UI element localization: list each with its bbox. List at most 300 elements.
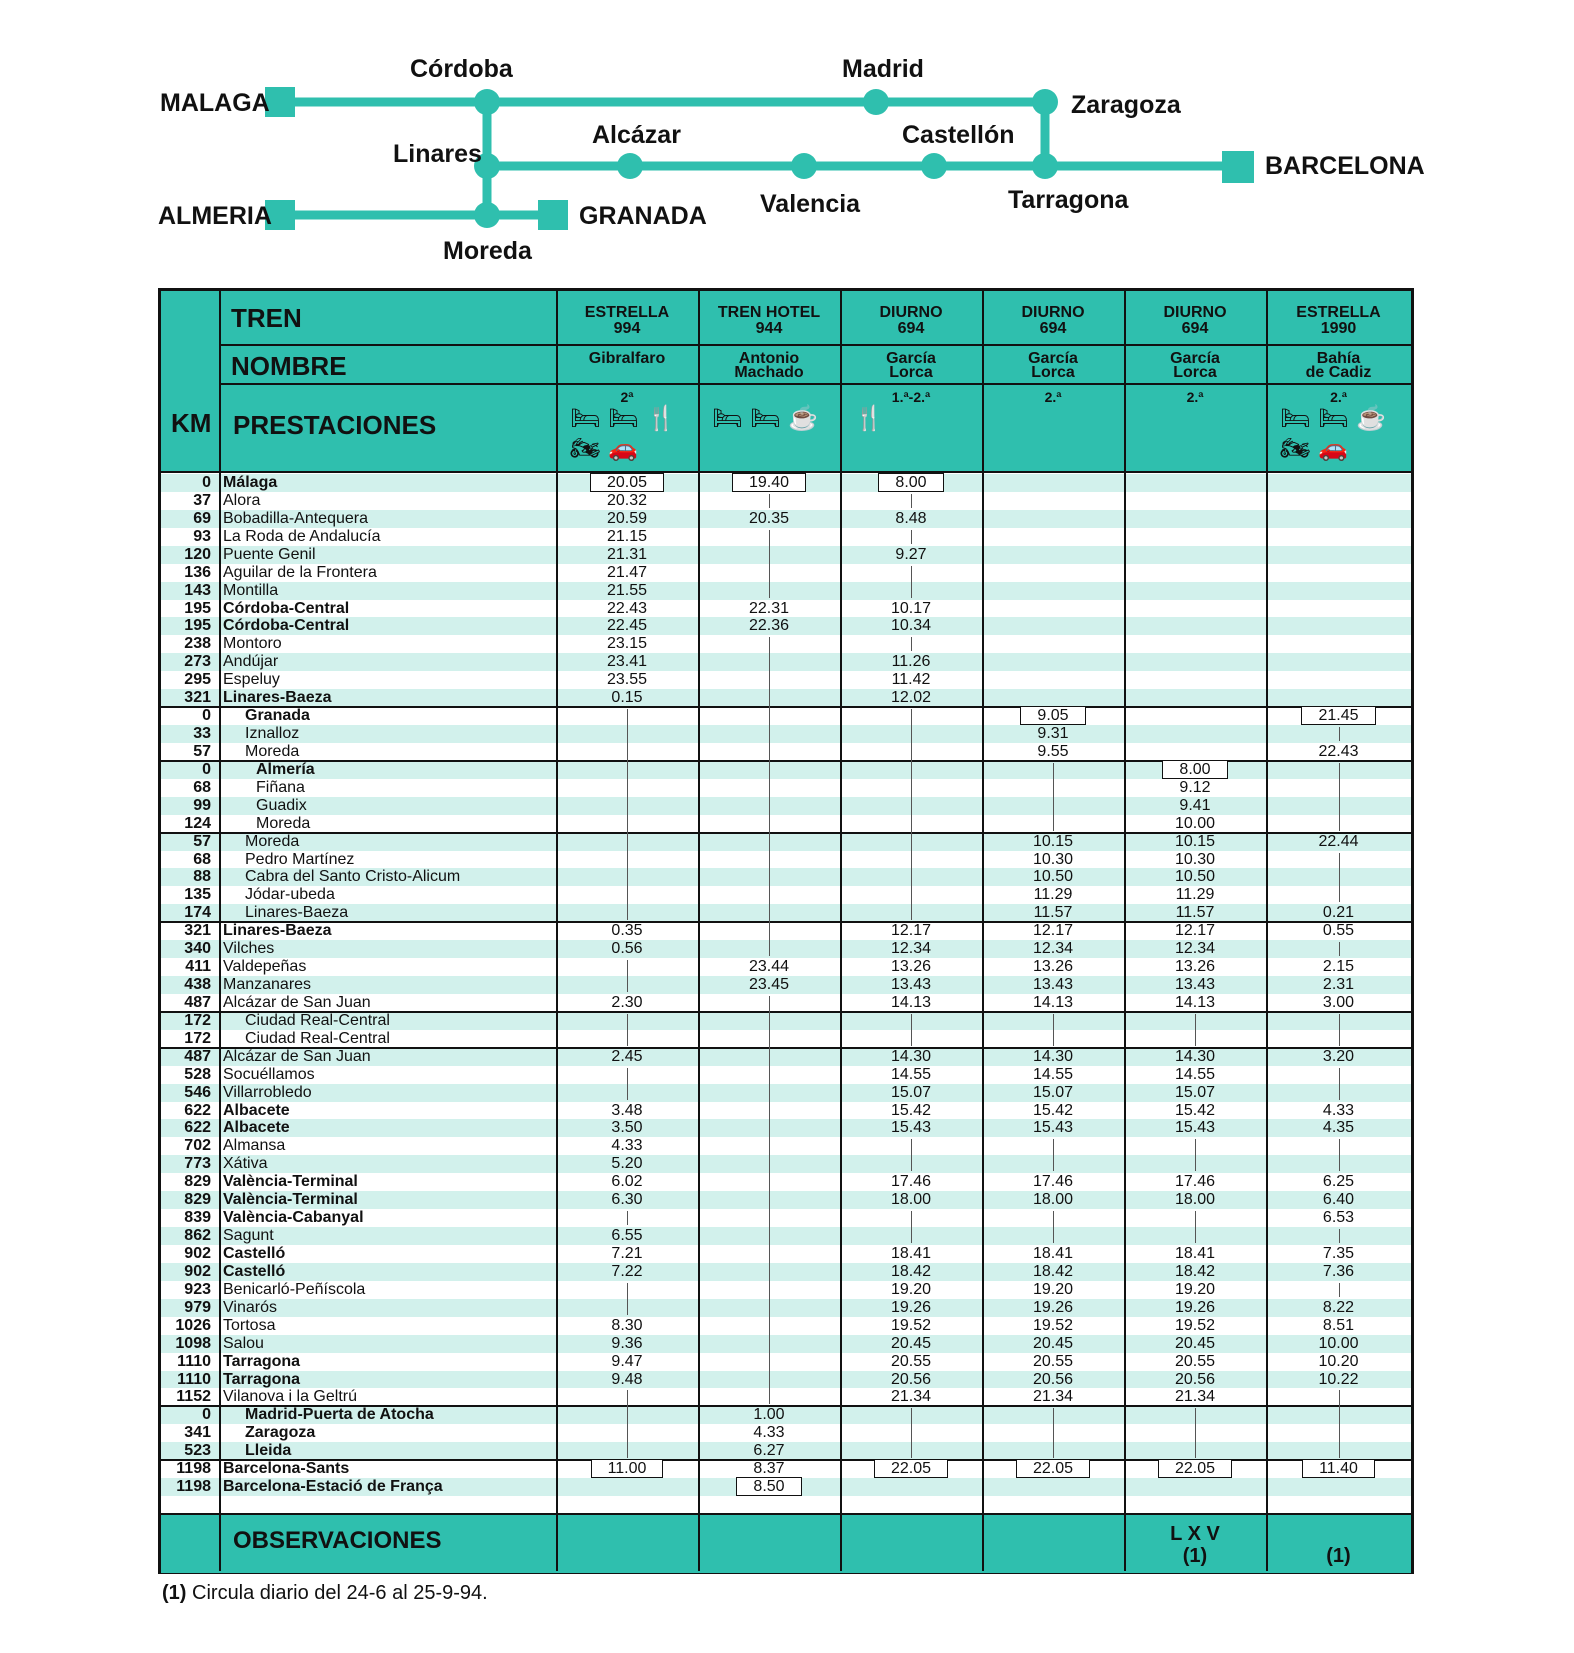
km-value: 829 bbox=[184, 1191, 211, 1209]
time-cell: 8.48 bbox=[895, 509, 927, 527]
table-row bbox=[161, 1012, 1411, 1030]
table-row bbox=[161, 994, 1411, 1012]
table-row bbox=[161, 1030, 1411, 1048]
time-cell: 11.57 bbox=[1175, 904, 1215, 922]
table-row bbox=[161, 546, 1411, 564]
table-row bbox=[161, 1335, 1411, 1353]
pass-through-line bbox=[769, 637, 770, 956]
km-value: 174 bbox=[184, 904, 211, 922]
couchette-icon: 🛏 bbox=[608, 405, 639, 432]
time-cell: 14.30 bbox=[1174, 1047, 1216, 1065]
motorbike-icon: 🏍 bbox=[1280, 435, 1311, 462]
time-cell: 8.30 bbox=[611, 1316, 643, 1334]
table-row bbox=[161, 1460, 1411, 1478]
time-cell: 10.50 bbox=[1032, 868, 1074, 886]
table-row bbox=[161, 1102, 1411, 1120]
bed-icon: 🛏 bbox=[712, 405, 743, 432]
time-cell: 19.26 bbox=[1032, 1298, 1074, 1316]
pass-through-line bbox=[911, 1408, 912, 1458]
table-row bbox=[161, 976, 1411, 994]
time-cell: 22.43 bbox=[1318, 742, 1359, 760]
table-row bbox=[161, 725, 1411, 743]
time-cell: 9.27 bbox=[895, 545, 927, 563]
table-row bbox=[161, 922, 1411, 940]
time-cell: 0.55 bbox=[1322, 922, 1355, 940]
table-row bbox=[161, 671, 1411, 689]
table-row bbox=[161, 815, 1411, 833]
time-cell: 10.30 bbox=[1032, 850, 1074, 868]
station-name: Bobadilla-Antequera bbox=[223, 509, 368, 527]
train-class: 2.ª bbox=[1044, 389, 1062, 405]
station-name: Tortosa bbox=[223, 1316, 276, 1334]
station-name: Ciudad Real-Central bbox=[245, 1011, 390, 1029]
station-name: Alora bbox=[223, 491, 261, 509]
time-cell: 12.34 bbox=[1174, 940, 1216, 958]
train-name: García bbox=[1028, 350, 1078, 367]
time-cell: 7.22 bbox=[611, 1262, 643, 1280]
pass-through-line bbox=[627, 1283, 628, 1315]
terminal-barcelona bbox=[1222, 151, 1254, 183]
time-cell: 3.50 bbox=[611, 1119, 643, 1137]
pass-through-line bbox=[1195, 1408, 1196, 1458]
time-cell: 23.44 bbox=[748, 958, 790, 976]
time-cell bbox=[1124, 1460, 1266, 1478]
time-cell: 12.17 bbox=[890, 922, 932, 940]
km-value: 93 bbox=[193, 527, 211, 545]
table-row bbox=[161, 1388, 1411, 1406]
pass-through-line bbox=[1195, 1139, 1196, 1171]
pass-through-line bbox=[911, 709, 912, 920]
footnote-mark: (1) bbox=[162, 1582, 187, 1604]
table-row bbox=[161, 1173, 1411, 1191]
time-cell: 15.43 bbox=[1032, 1119, 1074, 1137]
prestaciones-label: PRESTACIONES bbox=[233, 410, 437, 440]
time-cell: 6.40 bbox=[1322, 1191, 1355, 1209]
time-cell: 12.34 bbox=[1032, 940, 1074, 958]
time-cell bbox=[840, 1460, 982, 1478]
time-cell: 13.26 bbox=[1032, 958, 1074, 976]
time-cell: 23.45 bbox=[748, 976, 790, 994]
time-cell: 17.46 bbox=[1174, 1173, 1216, 1191]
table-row bbox=[161, 1119, 1411, 1137]
time-cell: 19.26 bbox=[1174, 1298, 1216, 1316]
km-value: 1198 bbox=[176, 1460, 211, 1478]
station-name: Valdepeñas bbox=[223, 958, 307, 976]
couchette-icon: 🛏 bbox=[1318, 405, 1349, 432]
time-cell: 10.15 bbox=[1174, 832, 1216, 850]
train-type: TREN HOTEL bbox=[717, 304, 821, 321]
station-name: Vinarós bbox=[223, 1298, 277, 1316]
time-cell: 19.20 bbox=[1174, 1280, 1216, 1298]
station-name: Madrid-Puerta de Atocha bbox=[245, 1406, 434, 1424]
station-name: Aguilar de la Frontera bbox=[223, 563, 377, 581]
station-name: Benicarló-Peñíscola bbox=[223, 1280, 366, 1298]
station-name: Granada bbox=[245, 707, 310, 725]
time-cell: 11.29 bbox=[1033, 886, 1073, 904]
station-name: Montoro bbox=[223, 635, 282, 653]
time-cell: 11.26 bbox=[891, 653, 931, 671]
station-name: Jódar-ubeda bbox=[245, 886, 335, 904]
car-icon: 🚗 bbox=[1318, 435, 1348, 462]
boxed-time: 20.05 bbox=[590, 473, 664, 492]
observacion-line2: (1) bbox=[1182, 1545, 1208, 1567]
table-row bbox=[161, 653, 1411, 671]
table-row bbox=[161, 743, 1411, 761]
station-name: Albacete bbox=[223, 1119, 290, 1137]
table-row bbox=[161, 1209, 1411, 1227]
time-cell: 6.25 bbox=[1322, 1173, 1355, 1191]
train-number: 994 bbox=[613, 320, 641, 337]
time-cell bbox=[1266, 707, 1411, 725]
table-row bbox=[161, 635, 1411, 653]
time-cell: 14.30 bbox=[890, 1047, 932, 1065]
station-name: Alcázar de San Juan bbox=[223, 993, 371, 1011]
km-value: 487 bbox=[184, 1047, 211, 1065]
time-cell: 20.55 bbox=[1032, 1352, 1074, 1370]
boxed-time: 8.00 bbox=[1162, 760, 1227, 779]
time-cell: 22.44 bbox=[1318, 832, 1359, 850]
km-value: 88 bbox=[193, 868, 211, 886]
table-row bbox=[161, 600, 1411, 618]
bed-icon: 🛏 bbox=[570, 405, 601, 432]
boxed-time: 9.05 bbox=[1020, 706, 1085, 725]
time-cell: 21.31 bbox=[606, 545, 648, 563]
km-value: 120 bbox=[184, 545, 211, 563]
station-name: La Roda de Andalucía bbox=[223, 527, 381, 545]
table-row bbox=[161, 689, 1411, 707]
time-cell: 14.13 bbox=[1174, 993, 1216, 1011]
time-cell: 13.26 bbox=[890, 958, 932, 976]
time-cell: 10.22 bbox=[1318, 1370, 1359, 1388]
station-name: Linares-Baeza bbox=[223, 922, 332, 940]
boxed-time: 11.00 bbox=[591, 1459, 664, 1478]
station-name: Barcelona-Estació de França bbox=[223, 1478, 443, 1496]
train-number: 944 bbox=[755, 320, 783, 337]
time-cell: 10.00 bbox=[1174, 814, 1216, 832]
node-cordoba bbox=[474, 89, 500, 115]
km-value: 1098 bbox=[175, 1334, 211, 1352]
km-value: 321 bbox=[184, 922, 211, 940]
station-name: Manzanares bbox=[223, 976, 312, 994]
time-cell: 18.42 bbox=[1174, 1262, 1216, 1280]
train-number: 694 bbox=[897, 320, 925, 337]
boxed-time: 11.40 bbox=[1302, 1459, 1375, 1478]
km-value: 0 bbox=[202, 474, 211, 491]
time-cell: 18.41 bbox=[890, 1244, 932, 1262]
city-malaga: MALAGA bbox=[160, 89, 270, 117]
table-row bbox=[161, 492, 1411, 510]
pass-through-line bbox=[1339, 1229, 1340, 1243]
table-row bbox=[161, 868, 1411, 886]
table-row bbox=[161, 940, 1411, 958]
time-cell: 4.35 bbox=[1322, 1119, 1355, 1137]
train-class: 2ª bbox=[620, 389, 634, 405]
time-cell: 13.43 bbox=[890, 976, 932, 994]
time-cell: 20.56 bbox=[1032, 1370, 1074, 1388]
time-cell: 12.34 bbox=[890, 940, 932, 958]
time-cell: 7.21 bbox=[611, 1244, 643, 1262]
km-value: 195 bbox=[184, 599, 211, 617]
pass-through-line bbox=[911, 566, 912, 598]
pass-through-line bbox=[1053, 1014, 1054, 1046]
time-cell: 4.33 bbox=[753, 1424, 785, 1442]
time-cell: 9.41 bbox=[1179, 796, 1211, 814]
time-cell: 12.17 bbox=[1032, 922, 1074, 940]
time-cell: 21.34 bbox=[1032, 1388, 1074, 1406]
time-cell: 9.55 bbox=[1037, 742, 1069, 760]
time-cell: 6.02 bbox=[611, 1173, 643, 1191]
train-number: 694 bbox=[1181, 320, 1209, 337]
time-cell: 18.42 bbox=[1032, 1262, 1074, 1280]
train-name-line2: Machado bbox=[734, 364, 804, 381]
node-moreda bbox=[474, 202, 500, 228]
km-value: 523 bbox=[184, 1442, 211, 1460]
train-name: García bbox=[1170, 350, 1220, 367]
train-type: DIURNO bbox=[879, 304, 943, 321]
km-value: 68 bbox=[193, 778, 211, 796]
city-castellon: Castellón bbox=[902, 121, 1015, 149]
timetable bbox=[158, 288, 1414, 1574]
header-sep-1 bbox=[221, 344, 1411, 346]
boxed-time: 21.45 bbox=[1301, 706, 1375, 725]
pass-through-line bbox=[1339, 727, 1340, 741]
km-value: 273 bbox=[184, 653, 211, 671]
table-row bbox=[161, 1299, 1411, 1317]
km-value: 172 bbox=[184, 1011, 211, 1029]
time-cell: 6.55 bbox=[611, 1227, 643, 1245]
train-name: García bbox=[886, 350, 936, 367]
station-name: Sagunt bbox=[223, 1227, 274, 1245]
pass-through-line bbox=[769, 996, 770, 1404]
time-cell: 22.45 bbox=[606, 617, 648, 635]
table-row bbox=[161, 1371, 1411, 1389]
header-sep-2 bbox=[221, 383, 1411, 385]
station-name: Albacete bbox=[223, 1101, 290, 1119]
motorbike-icon: 🏍 bbox=[570, 435, 601, 462]
pass-through-line bbox=[1053, 1408, 1054, 1458]
km-value: 487 bbox=[184, 993, 211, 1011]
train-name: Antonio bbox=[738, 350, 800, 367]
route-map bbox=[0, 0, 1574, 290]
km-value: 773 bbox=[184, 1155, 211, 1173]
km-value: 622 bbox=[184, 1101, 211, 1119]
time-cell bbox=[982, 707, 1124, 725]
time-cell: 15.42 bbox=[1032, 1101, 1074, 1119]
km-value: 1110 bbox=[177, 1352, 211, 1370]
time-cell: 20.45 bbox=[1032, 1334, 1074, 1352]
station-name: Alcázar de San Juan bbox=[223, 1047, 371, 1065]
time-cell bbox=[556, 474, 698, 492]
time-cell: 12.02 bbox=[890, 689, 932, 707]
time-cell: 9.12 bbox=[1179, 778, 1211, 796]
station-name: Córdoba-Central bbox=[223, 599, 350, 617]
bed-icon: 🛏 bbox=[1280, 405, 1311, 432]
km-value: 438 bbox=[184, 976, 211, 994]
time-cell: 10.20 bbox=[1318, 1352, 1359, 1370]
train-class: 1.ª-2.ª bbox=[891, 389, 931, 405]
km-value: 979 bbox=[184, 1298, 211, 1316]
node-valencia bbox=[791, 153, 817, 179]
time-cell: 0.35 bbox=[611, 922, 643, 940]
station-name: Villarrobledo bbox=[223, 1083, 312, 1101]
boxed-time: 22.05 bbox=[874, 1459, 948, 1478]
km-value: 124 bbox=[184, 814, 211, 832]
pass-through-line bbox=[911, 1139, 912, 1171]
time-cell: 20.45 bbox=[1174, 1334, 1216, 1352]
time-cell: 20.45 bbox=[890, 1334, 932, 1352]
time-cell: 8.51 bbox=[1322, 1316, 1355, 1334]
boxed-time: 22.05 bbox=[1158, 1459, 1232, 1478]
km-value: 528 bbox=[184, 1065, 211, 1083]
pass-through-line bbox=[769, 530, 770, 598]
km-value: 37 bbox=[193, 491, 211, 509]
table-row bbox=[161, 1424, 1411, 1442]
time-cell: 13.26 bbox=[1174, 958, 1216, 976]
station-name: Xátiva bbox=[223, 1155, 268, 1173]
time-cell: 21.34 bbox=[1174, 1388, 1216, 1406]
time-cell: 11.29 bbox=[1175, 886, 1215, 904]
station-name: Salou bbox=[223, 1334, 264, 1352]
train-name-line2: de Cadiz bbox=[1305, 364, 1372, 381]
km-value: 546 bbox=[184, 1083, 211, 1101]
station-name: Moreda bbox=[256, 814, 311, 832]
train-type: ESTRELLA bbox=[1296, 304, 1381, 321]
km-value: 57 bbox=[193, 742, 211, 760]
km-value: 172 bbox=[184, 1029, 211, 1047]
pass-through-line bbox=[627, 960, 628, 992]
table-row bbox=[161, 1281, 1411, 1299]
km-value: 33 bbox=[193, 725, 211, 743]
table-row bbox=[161, 1227, 1411, 1245]
pass-through-line bbox=[911, 494, 912, 508]
time-cell: 18.00 bbox=[890, 1191, 932, 1209]
node-alcazar bbox=[617, 153, 643, 179]
observaciones-label: OBSERVACIONES bbox=[233, 1527, 442, 1554]
table-row bbox=[161, 1245, 1411, 1263]
pass-through-line bbox=[627, 1014, 628, 1046]
table-row bbox=[161, 474, 1411, 492]
station-name: Iznalloz bbox=[245, 725, 300, 743]
time-cell bbox=[1266, 1460, 1411, 1478]
node-zaragoza bbox=[1032, 89, 1058, 115]
cafeteria-icon: ☕ bbox=[788, 405, 818, 432]
station-name: Moreda bbox=[245, 742, 300, 760]
train-class: 2.ª bbox=[1330, 389, 1347, 405]
train-type: DIURNO bbox=[1163, 304, 1227, 321]
station-name: Tarragona bbox=[223, 1370, 301, 1388]
time-cell: 22.31 bbox=[748, 599, 790, 617]
time-cell: 14.55 bbox=[1174, 1065, 1216, 1083]
station-name: Castelló bbox=[223, 1244, 286, 1262]
station-name: València-Cabanyal bbox=[223, 1209, 364, 1227]
time-cell: 3.00 bbox=[1322, 993, 1355, 1011]
pass-through-line bbox=[1339, 1139, 1340, 1171]
time-cell: 18.00 bbox=[1174, 1191, 1216, 1209]
node-castellon bbox=[921, 153, 947, 179]
time-cell: 7.35 bbox=[1322, 1244, 1355, 1262]
table-row bbox=[161, 510, 1411, 528]
observacion-line2: (1) bbox=[1326, 1545, 1351, 1567]
station-name: Vilanova i la Geltrú bbox=[223, 1388, 357, 1406]
time-cell: 9.36 bbox=[611, 1334, 643, 1352]
pass-through-line bbox=[1339, 853, 1340, 903]
time-cell: 15.07 bbox=[890, 1083, 932, 1101]
pass-through-line bbox=[627, 1211, 628, 1225]
city-cordoba: Córdoba bbox=[410, 55, 513, 83]
station-name: Almansa bbox=[223, 1137, 286, 1155]
km-value: 321 bbox=[184, 689, 211, 707]
cafeteria-icon: ☕ bbox=[1356, 405, 1386, 432]
pass-through-line bbox=[1339, 1283, 1340, 1297]
pass-through-line bbox=[1339, 1390, 1340, 1458]
pass-through-line bbox=[1339, 942, 1340, 956]
time-cell: 4.33 bbox=[1322, 1101, 1355, 1119]
km-value: 295 bbox=[184, 671, 211, 689]
time-cell: 18.41 bbox=[1032, 1244, 1074, 1262]
time-cell: 19.52 bbox=[1174, 1316, 1216, 1334]
km-value: 0 bbox=[202, 1406, 211, 1424]
station-name: Ciudad Real-Central bbox=[245, 1029, 390, 1047]
station-name: Córdoba-Central bbox=[223, 617, 350, 635]
time-cell: 2.45 bbox=[611, 1047, 643, 1065]
station-name: Vilches bbox=[223, 940, 275, 958]
time-cell: 21.34 bbox=[890, 1388, 932, 1406]
footnote bbox=[162, 1582, 488, 1605]
train-name-line2: Lorca bbox=[889, 364, 933, 381]
km-label: KM bbox=[171, 408, 212, 438]
time-cell bbox=[698, 1478, 840, 1496]
km-value: 340 bbox=[184, 940, 211, 958]
time-cell: 19.26 bbox=[890, 1298, 932, 1316]
pass-through-line bbox=[911, 530, 912, 544]
time-cell bbox=[982, 1460, 1124, 1478]
km-value: 923 bbox=[184, 1280, 211, 1298]
station-name: Socuéllamos bbox=[223, 1065, 315, 1083]
time-cell: 9.48 bbox=[611, 1370, 643, 1388]
train-type: DIURNO bbox=[1021, 304, 1085, 321]
km-value: 862 bbox=[184, 1227, 211, 1245]
train-name: Bahía bbox=[1316, 350, 1361, 367]
time-cell: 10.15 bbox=[1032, 832, 1074, 850]
city-zaragoza: Zaragoza bbox=[1071, 91, 1181, 119]
km-value: 702 bbox=[184, 1137, 211, 1155]
table-row bbox=[161, 1442, 1411, 1460]
time-cell: 15.43 bbox=[1174, 1119, 1216, 1137]
pass-through-line bbox=[627, 1390, 628, 1458]
station-name: Cabra del Santo Cristo-Alicum bbox=[245, 868, 461, 886]
pass-through-line bbox=[1339, 763, 1340, 831]
time-cell: 21.15 bbox=[606, 527, 648, 545]
time-cell: 23.41 bbox=[606, 653, 648, 671]
time-cell: 19.52 bbox=[890, 1316, 932, 1334]
km-value: 622 bbox=[184, 1119, 211, 1137]
station-name: Puente Genil bbox=[223, 545, 316, 563]
time-cell: 0.15 bbox=[611, 689, 643, 707]
node-tarragona bbox=[1032, 153, 1058, 179]
time-cell: 10.30 bbox=[1174, 850, 1216, 868]
station-name: Guadix bbox=[256, 796, 307, 814]
boxed-time: 22.05 bbox=[1016, 1459, 1090, 1478]
km-value: 57 bbox=[193, 832, 211, 850]
footnote-text: Circula diario del 24-6 al 25-9-94. bbox=[192, 1582, 488, 1604]
train-name: Gibralfaro bbox=[588, 350, 666, 367]
time-cell: 19.20 bbox=[1032, 1280, 1074, 1298]
car-icon: 🚗 bbox=[608, 435, 638, 462]
tren-label: TREN bbox=[231, 303, 302, 333]
time-cell: 15.42 bbox=[890, 1101, 932, 1119]
table-row bbox=[161, 958, 1411, 976]
time-cell: 0.21 bbox=[1322, 904, 1355, 922]
